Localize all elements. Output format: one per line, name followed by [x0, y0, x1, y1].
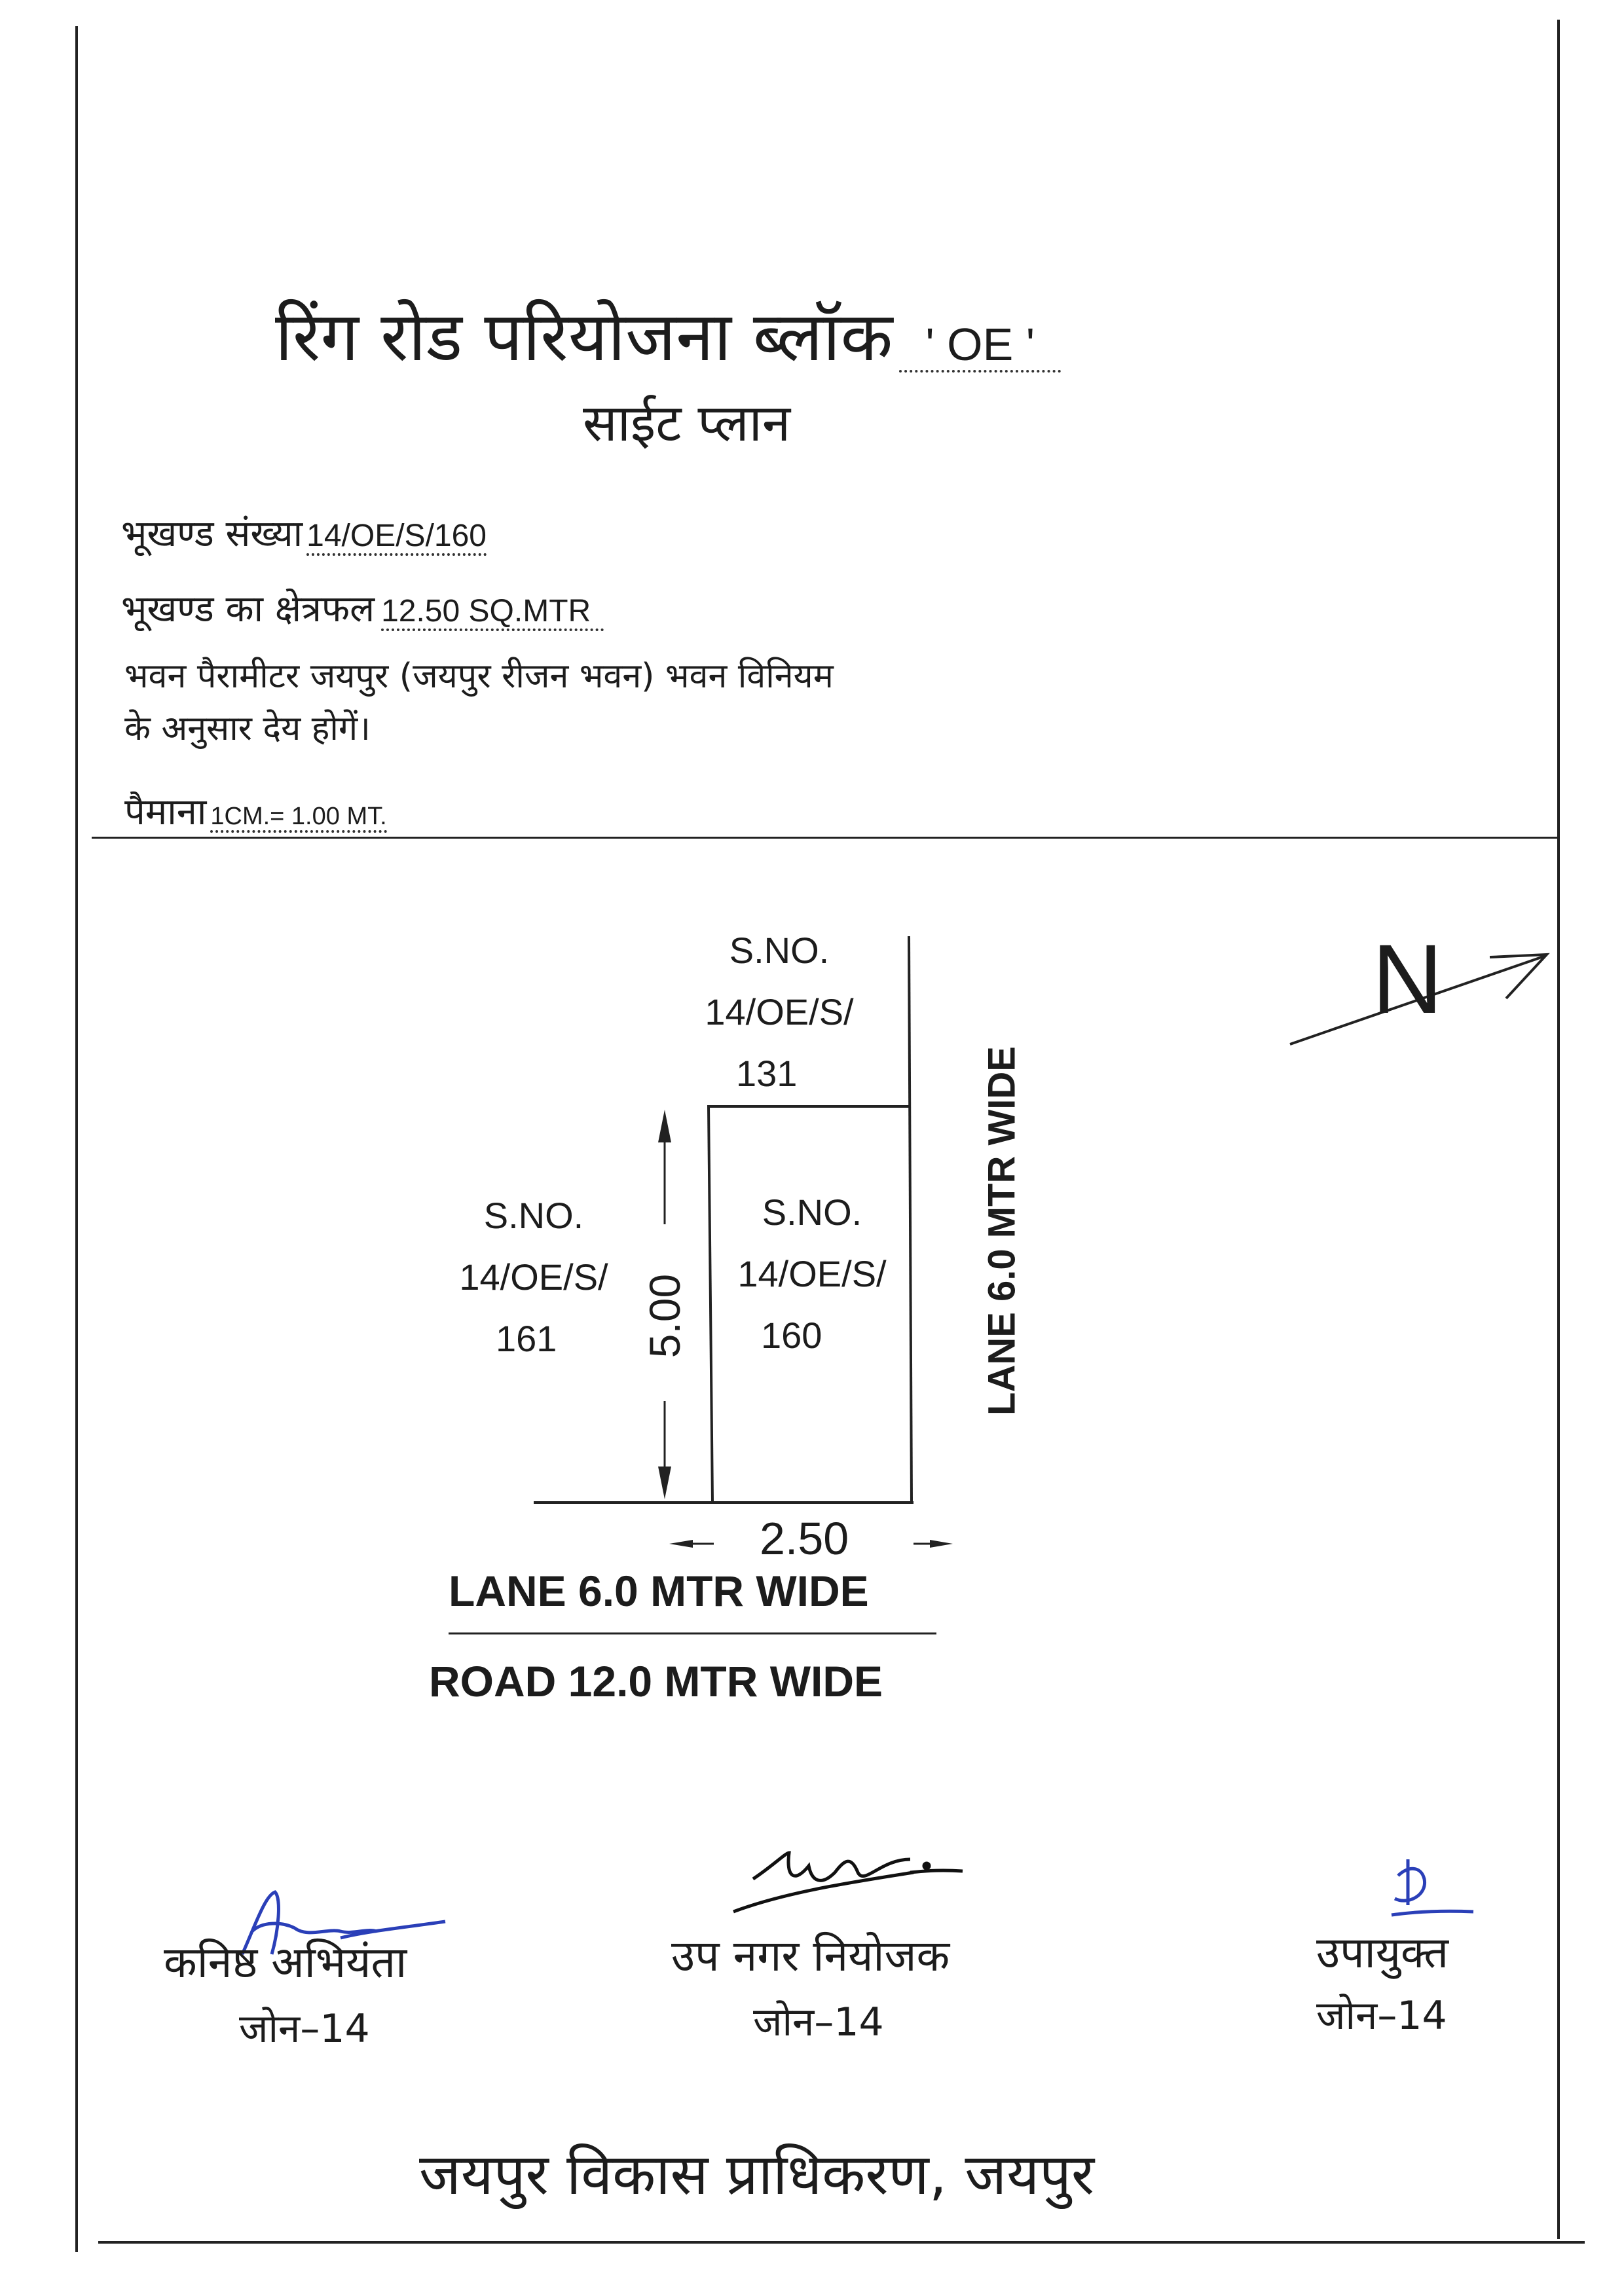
title-text: रिंग रोड परियोजना ब्लॉक [275, 297, 893, 376]
road-south-label: ROAD 12.0 MTR WIDE [429, 1657, 883, 1705]
plot-north-line-3: 131 [736, 1053, 798, 1094]
signatory-right-title: उपायुक्त [1316, 1927, 1449, 1978]
plot-subject-line-2: 14/OE/S/ [737, 1253, 887, 1294]
plot-area-label: भूखण्ड का क्षेत्रफल [121, 588, 375, 630]
authority-footer: जयपुर विकास प्राधिकरण, जयपुर [419, 2142, 1095, 2208]
plot-subject-label [720, 1182, 904, 1366]
plot-north-line-2: 14/OE/S/ [705, 991, 854, 1032]
height-dimension-label: 5.00 [640, 1273, 689, 1358]
plot-left-edge [709, 1106, 712, 1503]
plot-right-edge [909, 936, 912, 1503]
plot-west-line-2: 14/OE/S/ [459, 1256, 608, 1298]
plot-west-line-3: 161 [496, 1318, 557, 1359]
plot-north-label [688, 920, 871, 1104]
page-subtitle: साईट प्लान [583, 394, 791, 453]
signature-center-icon [733, 1853, 963, 1912]
signatory-center-title: उप नगर नियोजक [671, 1931, 950, 1981]
plot-west-label [442, 1185, 625, 1370]
parameter-line-1: भवन पैरामीटर जयपुर (जयपुर रीजन भवन) भवन विनियम [124, 657, 834, 696]
plot-number-value: 14/OE/S/160 [306, 519, 487, 556]
width-dimension-label: 2.50 [760, 1513, 849, 1564]
plot-area-value: 12.50 SQ.MTR [381, 594, 604, 631]
parameter-line-2: के अनुसार देय होगें। [124, 709, 371, 748]
lane-east-label: LANE 6.0 MTR WIDE [980, 1046, 1024, 1415]
signatory-right-zone: जोन–14 [1316, 1993, 1447, 2039]
plot-subject-line-1: S.NO. [762, 1192, 862, 1233]
block-code-text: ' OE ' [925, 319, 1035, 370]
plot-west-line-1: S.NO. [483, 1195, 584, 1236]
signatory-left-zone: जोन–14 [239, 2006, 370, 2052]
signatory-left-title: कनिष्ठ अभियंता [164, 1937, 407, 1988]
plot-north-line-1: S.NO. [729, 930, 830, 971]
signatory-center-zone: जोन–14 [753, 1999, 884, 2045]
north-label: N [1372, 924, 1443, 1034]
plot-number-label: भूखण्ड संख्या [121, 513, 303, 555]
scale-value: 1CM.= 1.00 MT. [210, 803, 386, 833]
signature-right-icon [1392, 1859, 1473, 1915]
lane-south-label: LANE 6.0 MTR WIDE [449, 1567, 869, 1615]
scale-label: पैमाना [124, 791, 207, 833]
plot-subject-line-3: 160 [761, 1315, 822, 1356]
